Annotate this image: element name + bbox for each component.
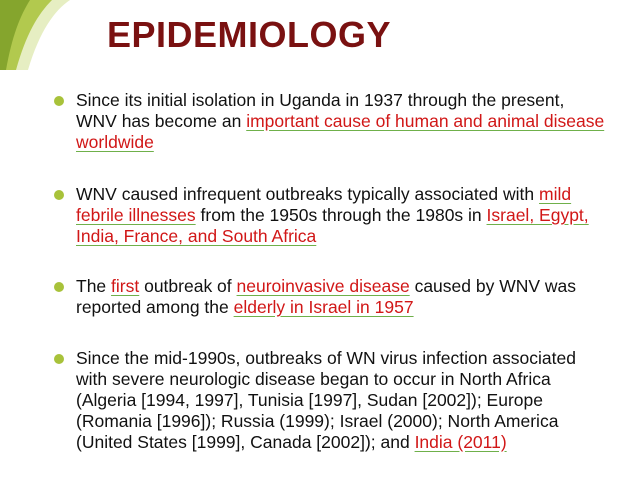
slide-title: EPIDEMIOLOGY bbox=[107, 14, 392, 55]
bullet-highlight: Israel, Egypt, India, France, and South Africa bbox=[76, 205, 589, 246]
bullet-text-part: outbreak of bbox=[139, 276, 237, 296]
bullet-text bbox=[76, 276, 606, 318]
bullet-dot-icon bbox=[54, 282, 64, 292]
bullet-highlight: elderly in Israel in 1957 bbox=[233, 297, 414, 317]
bullet-text bbox=[76, 90, 606, 153]
bullet-dot-icon bbox=[54, 96, 64, 106]
bullet-text-part: from the 1950s through the 1980s in bbox=[195, 205, 487, 225]
bullet-text bbox=[76, 348, 606, 453]
bullet-text-part: caused by WNV was reported among the bbox=[76, 276, 577, 317]
bullet-text-part: The bbox=[76, 276, 112, 296]
bullet-highlight: mild febrile illnesses bbox=[76, 184, 572, 225]
bullet-highlight: important cause of human and animal disease worldwide bbox=[76, 111, 605, 152]
bullet-highlight: first bbox=[111, 276, 140, 296]
bullet-text-part: Since its initial isolation in Uganda in 1937 through the present, WNV has become an bbox=[76, 90, 565, 131]
bullet-dot-icon bbox=[54, 354, 64, 364]
bullet-text-part: Since the mid-1990s, outbreaks of WN virus infection associated with severe neurologic disease began to occur in North Africa (Algeria [1994, 1997], Tunisia [1997], Sudan [2002]); Europe (Romania [1996]); Russia (1999); Israel (2000); North America (United States [1999], Canada [2002]); and bbox=[76, 348, 576, 452]
bullet-text bbox=[76, 184, 606, 247]
bullet-highlight: India (2011) bbox=[414, 432, 507, 452]
bullet-dot-icon bbox=[54, 190, 64, 200]
bullet-highlight: neuroinvasive disease bbox=[236, 276, 410, 296]
corner-leaf-decoration-icon bbox=[0, 0, 90, 70]
bullet-text-part: WNV caused infrequent outbreaks typically associated with bbox=[76, 184, 540, 204]
